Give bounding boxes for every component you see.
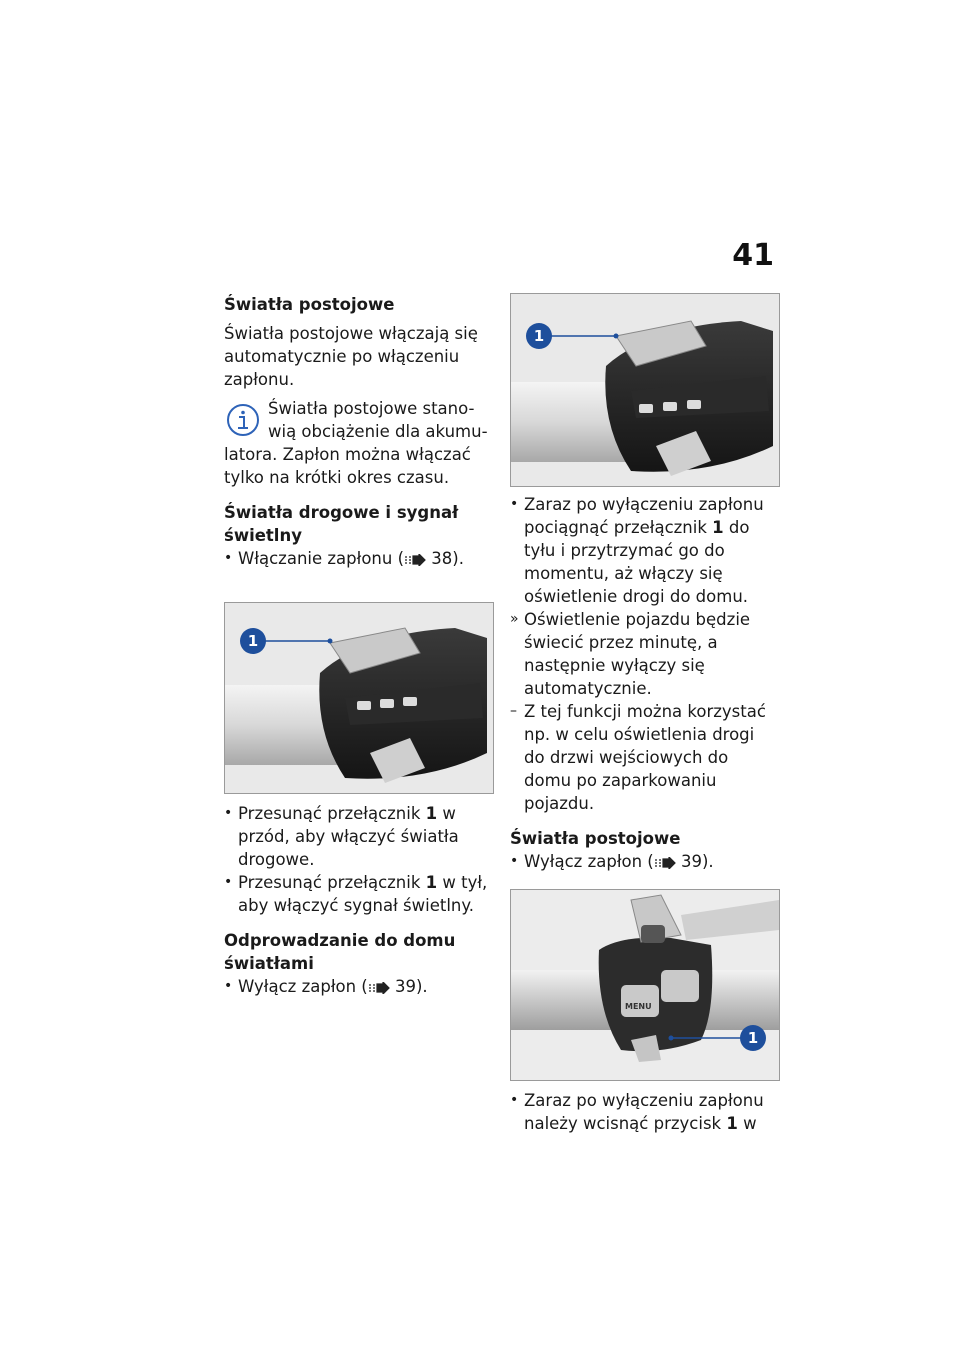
note-line-1: Światła postojowe stano- [268, 399, 475, 418]
heading-follow-me-home: Odprowadzanie do domu światłami [224, 931, 456, 973]
figure-callout-1: 1 [747, 1029, 759, 1047]
figure-handlebar-switch [224, 602, 494, 794]
list-item: • Zaraz po wyłączeniu zapłonu pociągnąć przełącznik 1 do tyłu i przytrzymać go do momentu, aż włączy się oświetlenie drogi do domu. [510, 495, 764, 606]
list-item: • Zaraz po wyłączeniu zapłonu należy wcisnąć przycisk 1 w [510, 1091, 764, 1133]
info-icon [226, 403, 260, 437]
note-line-2: wią obciążenie dla akumu- [268, 422, 488, 441]
list-item: • Włączanie zapłonu ( 38). [224, 549, 464, 568]
figure-callout-1: 1 [247, 632, 259, 650]
paragraph-parking-auto: Światła postojowe włączają się automatycznie po włączeniu zapłonu. [224, 324, 478, 389]
figure-callout-1: 1 [533, 327, 545, 345]
page-reference-icon [654, 857, 676, 869]
right-column [510, 293, 780, 1135]
page-number: 41 [732, 238, 774, 273]
page-reference-icon [368, 982, 390, 994]
menu-button-label: MENU [625, 1002, 652, 1011]
note-rest: latora. Zapłon można włączać tylko na krótki okres czasu. [224, 445, 471, 487]
left-column [224, 293, 494, 998]
heading-high-beam: Światła drogowe i sygnał świetlny [224, 503, 459, 545]
info-note [224, 397, 494, 489]
list-item: • Przesunąć przełącznik 1 w tył, aby włączyć sygnał świetlny. [224, 873, 488, 915]
figure-handlebar-switch-2 [510, 293, 780, 487]
heading-parking-lights-2: Światła postojowe [510, 829, 681, 848]
dash-item: – Z tej funkcji można korzystać np. w celu oświetlenia drogi do drzwi wejściowych do domu po zaparkowaniu pojazdu. [510, 702, 766, 813]
heading-parking-lights: Światła postojowe [224, 295, 395, 314]
page-reference-icon [404, 554, 426, 566]
list-item: • Przesunąć przełącznik 1 w przód, aby włączyć światła drogowe. [224, 804, 459, 869]
result-item: » Oświetlenie pojazdu będzie świecić przez minutę, a następnie wyłączy się automatycznie. [510, 610, 751, 698]
list-item: • Wyłącz zapłon ( 39). [510, 852, 714, 871]
list-item: • Wyłącz zapłon ( 39). [224, 977, 428, 996]
figure-left-switch-block [510, 889, 780, 1081]
